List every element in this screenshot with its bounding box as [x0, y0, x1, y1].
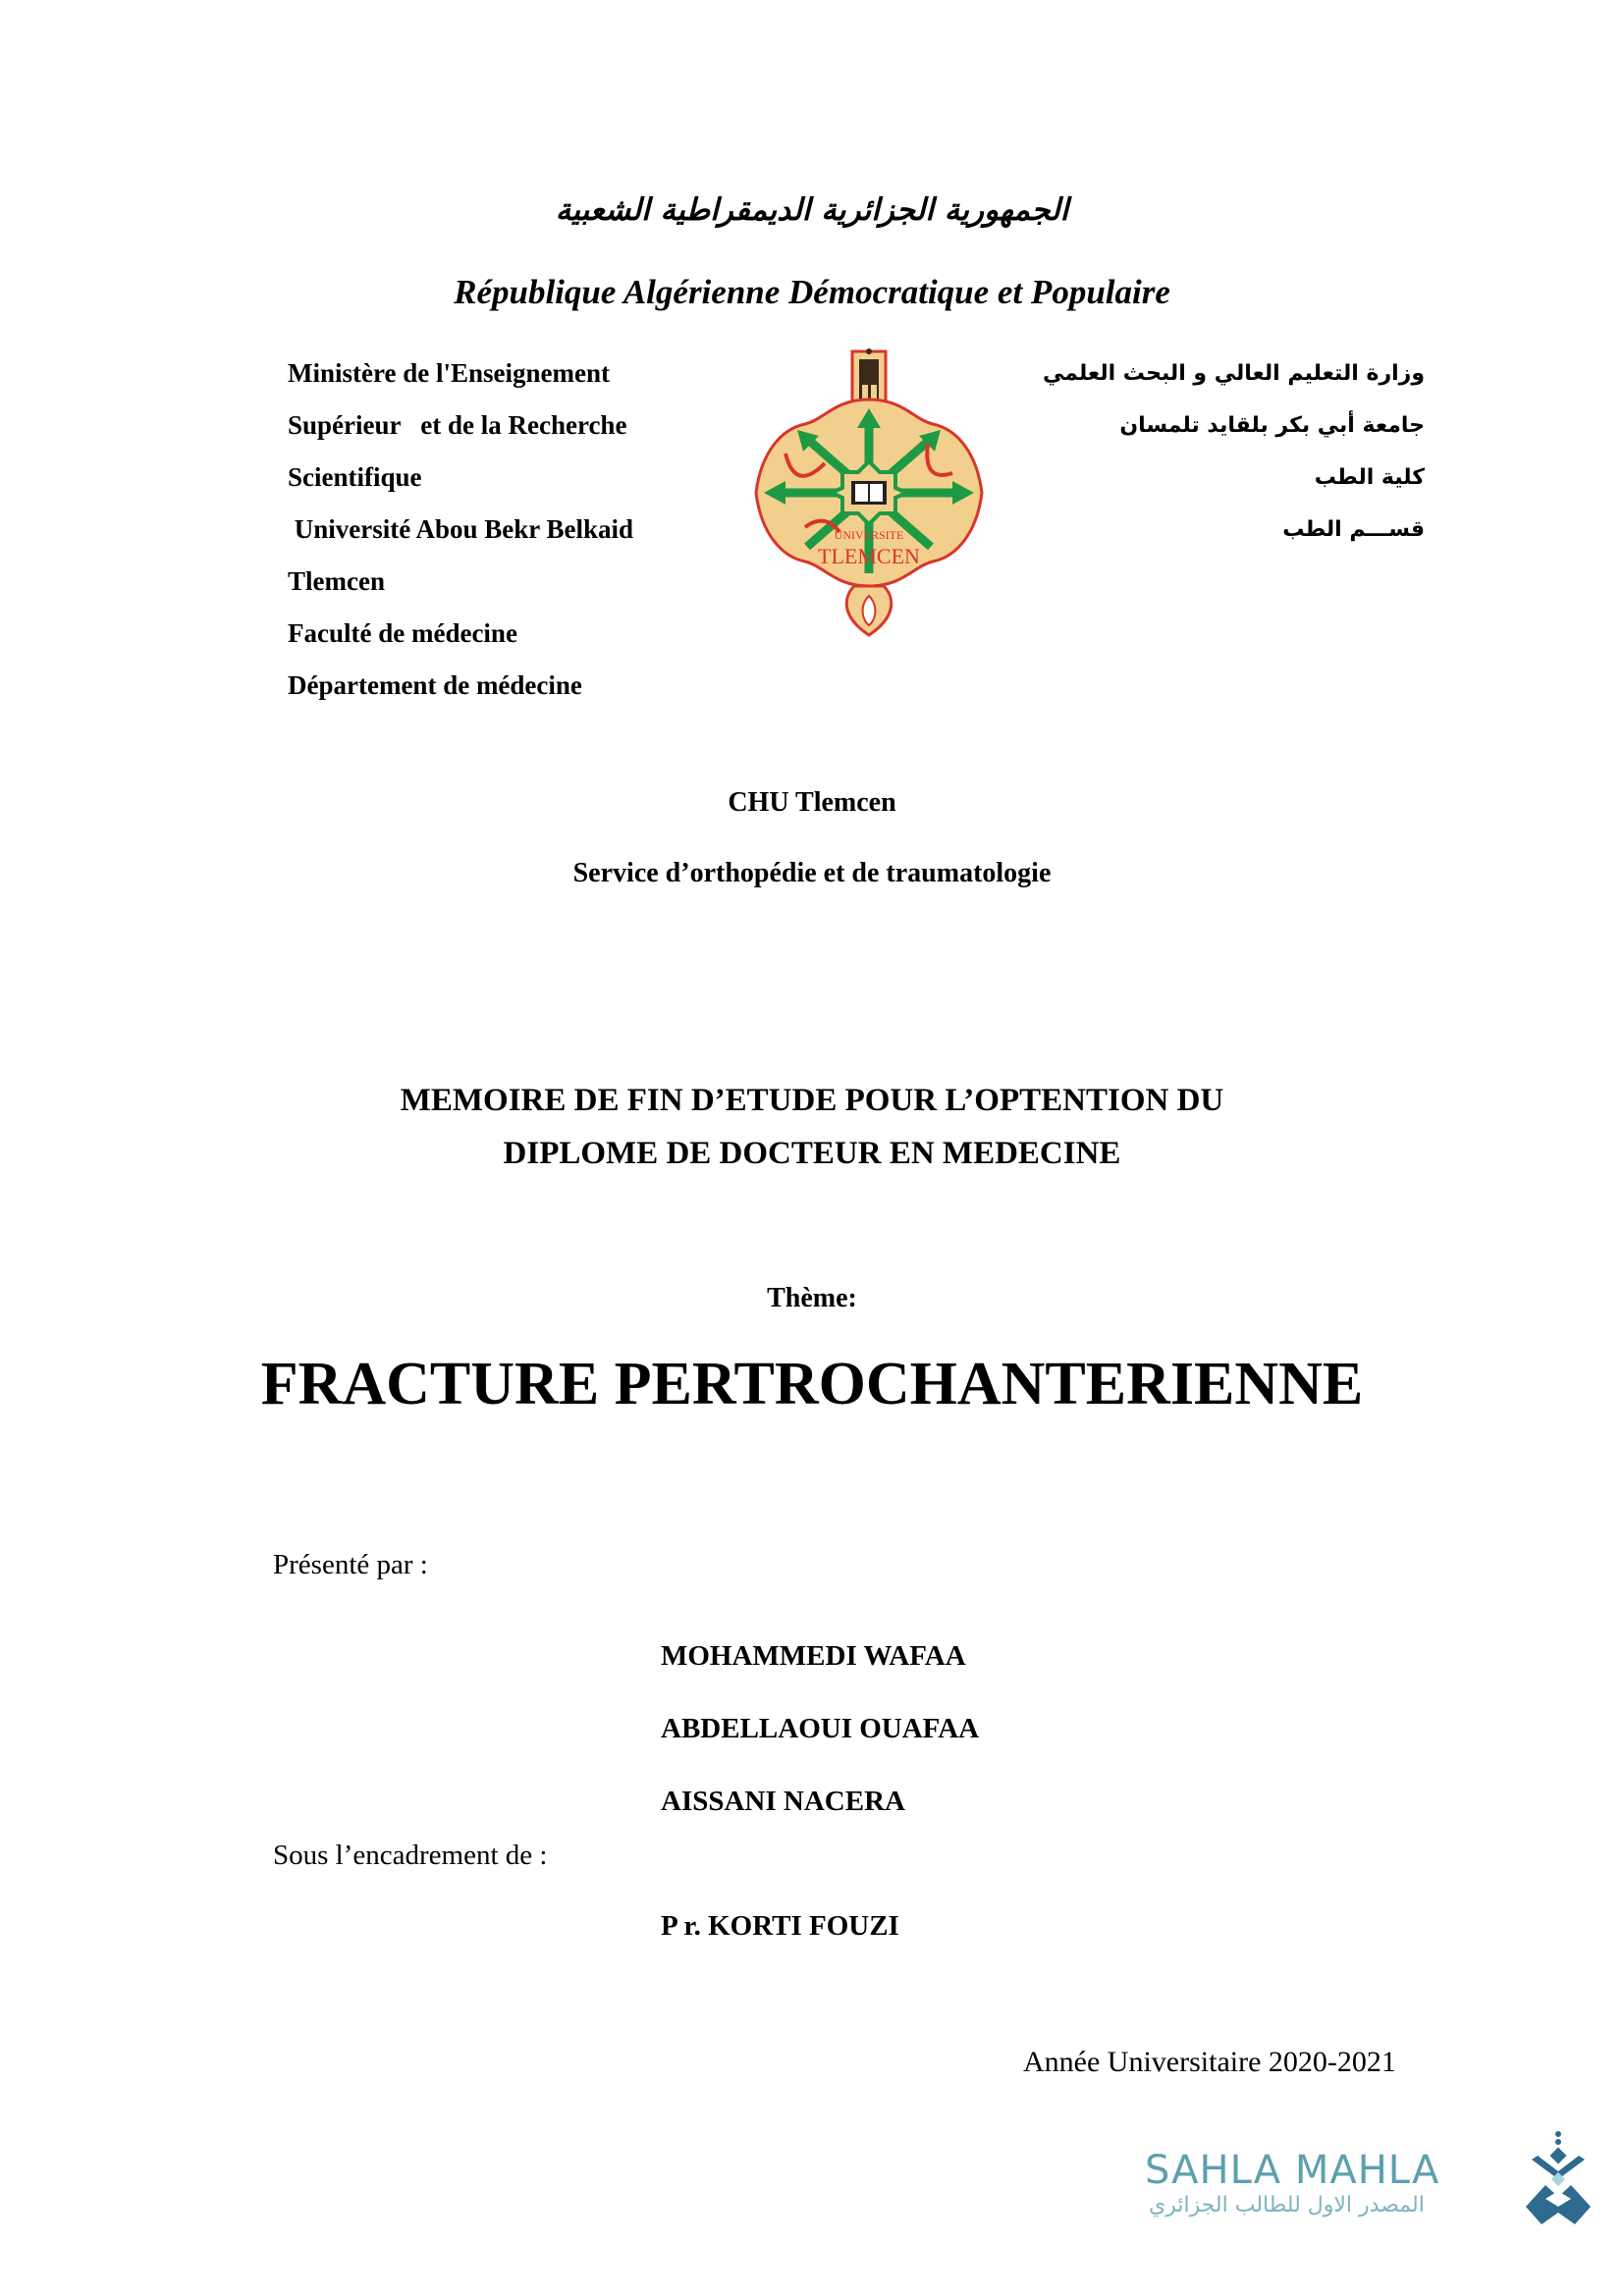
institution-line: Ministère de l'Enseignement: [288, 358, 610, 388]
memoire-line-2: DIPLOME DE DOCTEUR EN MEDECINE: [503, 1136, 1121, 1171]
institution-line: Faculté de médecine: [288, 618, 517, 648]
presented-by-label: Présenté par :: [273, 1549, 428, 1580]
university-emblem-icon: [746, 346, 992, 640]
memoire-heading: [0, 1074, 1624, 1180]
author-name: MOHAMMEDI WAFAA: [661, 1640, 966, 1672]
arabic-republic-heading: الجمهورية الجزائرية الديمقراطية الشعبية: [555, 192, 1069, 228]
theme-label: Thème:: [767, 1283, 857, 1313]
institution-french-block: [288, 347, 633, 712]
institution-line: Université Abou Bekr Belkaid: [288, 514, 634, 544]
supervision-label: Sous l’encadrement de :: [273, 1840, 548, 1871]
institution-line: Scientifique: [288, 462, 422, 492]
author-name: AISSANI NACERA: [661, 1786, 905, 1817]
hospital-service: Service d’orthopédie et de traumatologie: [572, 858, 1052, 888]
university-logo: [746, 346, 992, 640]
academic-year: Année Universitaire 2020-2021: [1023, 2046, 1396, 2078]
institution-line-ar: وزارة التعليم العالي و البحث العلمي: [1042, 361, 1425, 386]
author-name: ABDELLAOUI OUAFAA: [661, 1713, 980, 1744]
institution-line-ar: كلية الطب: [1314, 465, 1425, 490]
svg-text:TLEMCEN: TLEMCEN: [818, 544, 920, 568]
authors-list: [661, 1620, 979, 1838]
watermark-brand: SAHLA MAHLA: [1145, 2148, 1440, 2193]
institution-line-ar: قســـم الطب: [1282, 517, 1425, 542]
supervisor-name: P r. KORTI FOUZI: [661, 1910, 899, 1942]
institution-line: Tlemcen: [288, 566, 385, 596]
theme-title: FRACTURE PERTROCHANTERIENNE: [260, 1351, 1364, 1417]
sahla-mahla-watermark: [1139, 2130, 1600, 2228]
hospital-name: CHU Tlemcen: [728, 787, 896, 818]
institution-line: Département de médecine: [288, 670, 582, 700]
institution-line: Supérieur et de la Recherche: [288, 410, 627, 440]
watermark-tagline: المصدر الاول للطالب الجزائري: [1149, 2193, 1425, 2217]
memoire-line-1: MEMOIRE DE FIN D’ETUDE POUR L’OPTENTION DU: [400, 1083, 1224, 1118]
institution-arabic-block: [1043, 347, 1425, 556]
french-republic-heading: République Algérienne Démocratique et Populaire: [454, 273, 1170, 311]
svg-text:UNIVERSITE: UNIVERSITE: [834, 528, 904, 542]
institution-line-ar: جامعة أبي بكر بلقايد تلمسان: [1119, 413, 1425, 438]
sahla-mahla-logo-icon: [1522, 2130, 1596, 2228]
